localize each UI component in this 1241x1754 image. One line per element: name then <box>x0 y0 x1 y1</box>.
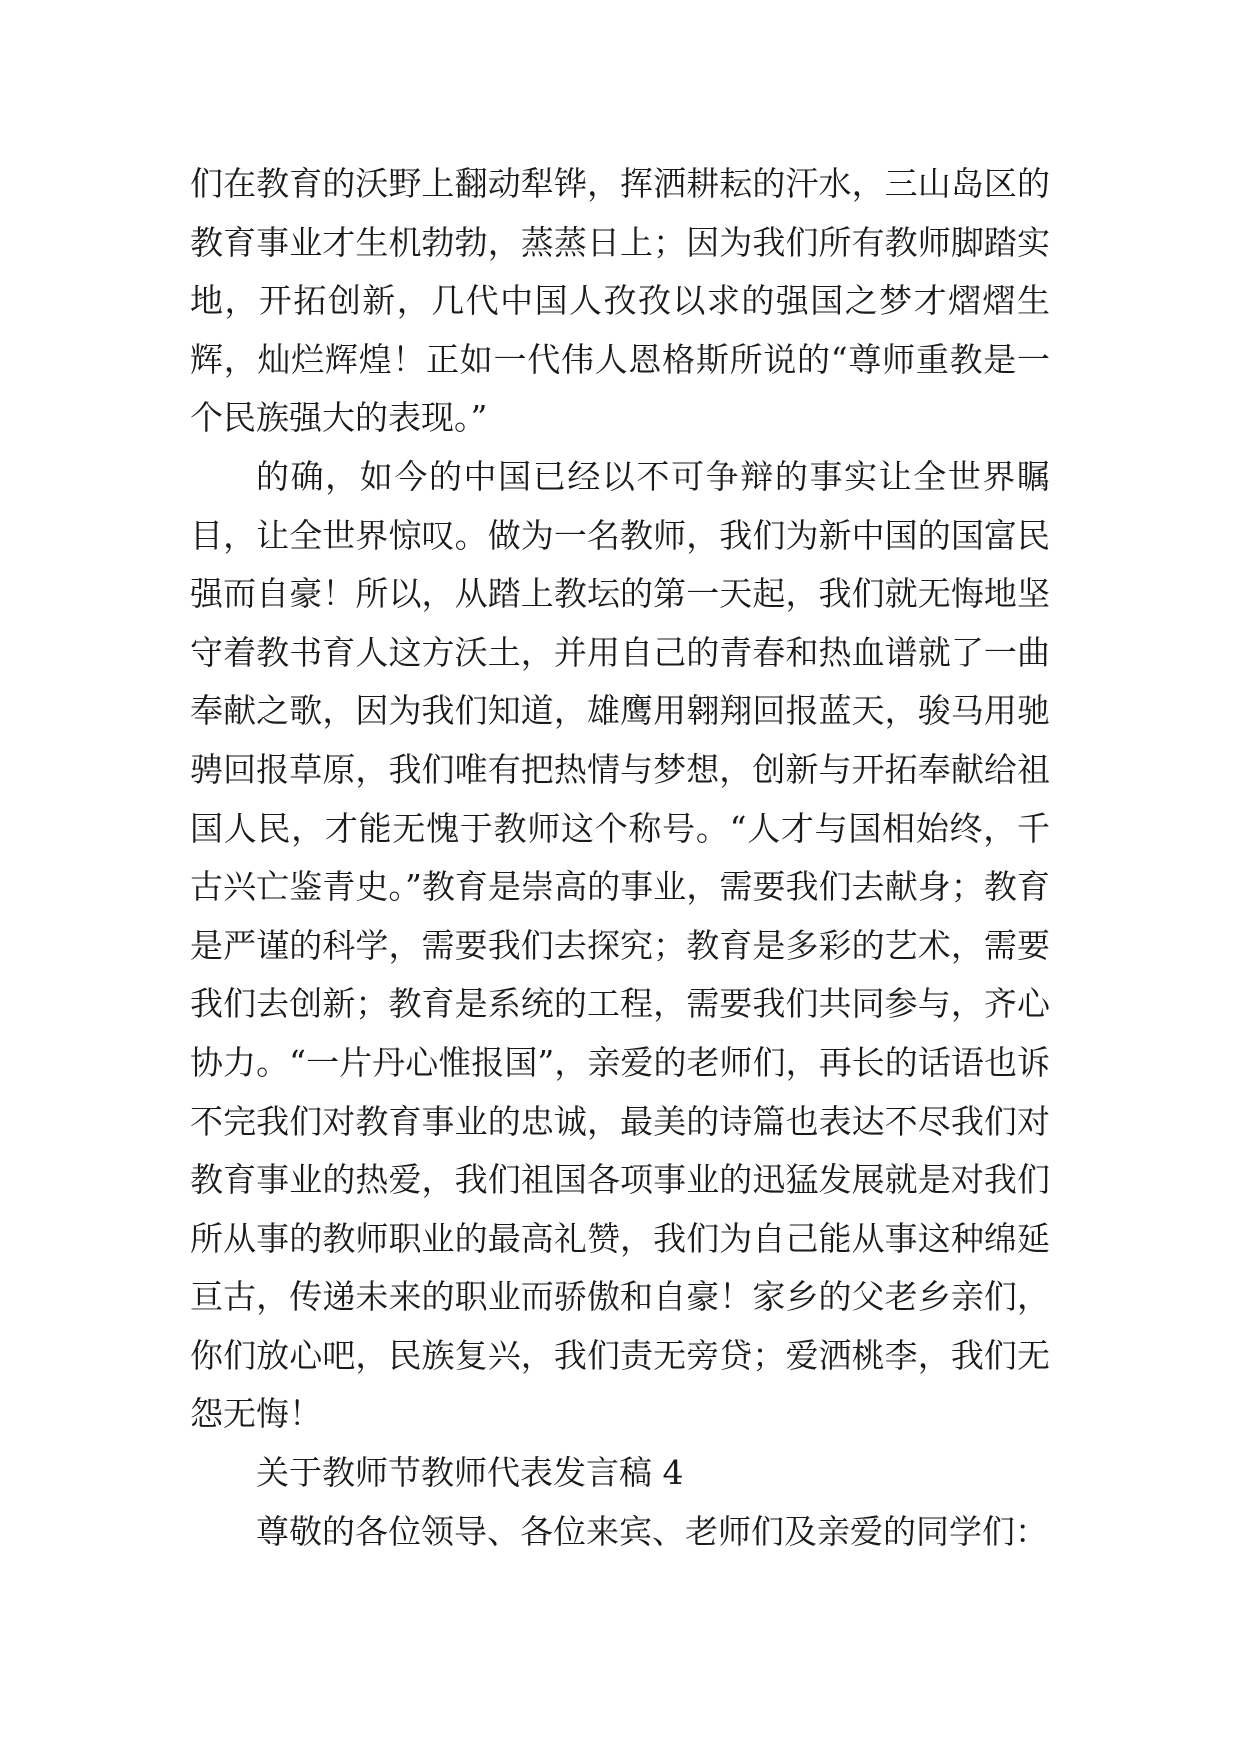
document-body <box>190 155 1050 1561</box>
salutation: 尊敬的各位领导、各位来宾、老师们及亲爱的同学们： <box>256 1511 1048 1551</box>
paragraph-continuation: 们在教育的沃野上翻动犁铧，挥洒耕耘的汗水，三山岛区的教育事业才生机勃勃，蒸蒸日上；因为我们所有教师脚踏实地，开拓创新，几代中国人孜孜以求的强国之梦才熠熠生辉，灿烂辉煌！正如一代伟人恩格斯所说的“尊师重教是一个民族强大的表现。” <box>190 164 1050 438</box>
paragraph-main: 的确，如今的中国已经以不可争辩的事实让全世界瞩目，让全世界惊叹。做为一名教师，我们为新中国的国富民强而自豪！所以，从踏上教坛的第一天起，我们就无悔地坚守着教书育人这方沃土，并用自己的青春和热血谱就了一曲奉献之歌，因为我们知道，雄鹰用翱翔回报蓝天，骏马用驰骋回报草原，我们唯有把热情与梦想，创新与开拓奉献给祖国人民，才能无愧于教师这个称号。“人才与国相始终，千古兴亡鉴青史。”教育是崇高的事业，需要我们去献身；教育是严谨的科学，需要我们去探究；教育是多彩的艺术，需要我们去创新；教育是系统的工程，需要我们共同参与，齐心协力。“一片丹心惟报国”，亲爱的老师们，再长的话语也诉不完我们对教育事业的忠诚，最美的诗篇也表达不尽我们对教育事业的热爱，我们祖国各项事业的迅猛发展就是对我们所从事的教师职业的最高礼赞，我们为自己能从事这种绵延亘古，传递未来的职业而骄傲和自豪！家乡的父老乡亲们，你们放心吧，民族复兴，我们责无旁贷；爱洒桃李，我们无怨无悔！ <box>190 456 1050 1434</box>
section-heading: 关于教师节教师代表发言稿 4 <box>256 1453 684 1493</box>
